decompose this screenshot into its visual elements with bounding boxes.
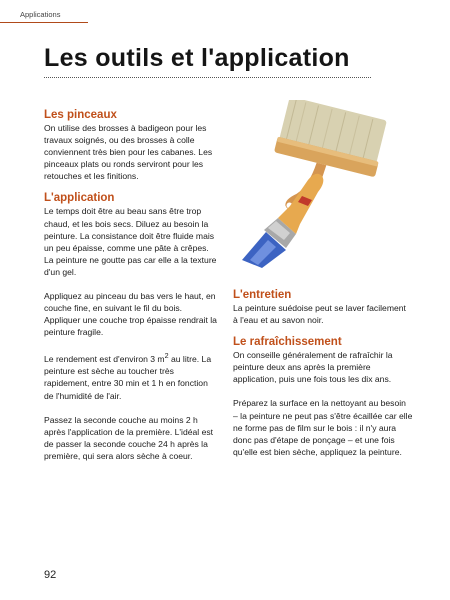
heading-application: L'application [44,192,115,205]
rendement-text: Le rendement est d'environ 3 m [44,354,165,365]
rendement-text-end: au litre. La peinture est sèche au toucher très rapidement, entre 30 min et 1 h en fonction de l'humidité de l'air. [44,354,212,401]
page-number: 92 [44,569,57,581]
paintbrush-icon [232,100,400,270]
paragraph-application-3 [44,350,218,401]
heading-pinceaux: Les pinceaux [44,109,117,121]
paragraph-application-1: Le temps doit être au beau sans être trop chaud, et les bois secs. Diluez au besoin la peinture. La consistance doit être fluide mais un peu épaisse, comme une pâte à crêpes. La peinture ne goutte pas car elle a la texture d'un gel. [44,206,217,277]
flat-brush [242,174,323,268]
paragraph-rafraichissement-2: Préparez la surface en la nettoyant au besoin – la peinture ne peut pas s'être écaillée car elle ne forme pas de film sur le bois : il n'y aura donc pas d'étape de ponçage – et une fois qu'elle est bien sèche, appliquez la peinture. [233,398,413,457]
paragraph-application-4: Passez la seconde couche au moins 2 h après l'application de la première. L'idéal est de passer la seconde couche 24 h après la première, qui sera alors sèche à coeur. [44,414,214,461]
section-tag-rule [0,22,88,23]
left-column [44,108,218,462]
right-column [233,288,413,458]
square-meter-exponent: 2 [164,352,169,361]
heading-entretien: L'entretien [233,289,292,301]
heading-rafraichissement: Le rafraîchissement [233,336,342,349]
wall-brush [261,100,389,228]
brush-figure [232,100,400,270]
paragraph-application-2: Appliquez au pinceau du bas vers le haut, en couche fine, en suivant le fil du bois. Appliquer une couche trop épaisse rendrait la peinture fragile. [44,291,217,338]
section-tag: Applications [20,10,61,19]
paragraph-rafraichissement-1: On conseille généralement de rafraîchir la peinture deux ans après la première application, puis une fois tous les dix ans. [233,350,393,385]
title-divider [44,77,371,78]
paragraph-pinceaux: On utilise des brosses à badigeon pour les travaux soignés, ou des brosses à colle conviennent très bien pour les cabanes. Les pinceaux plats ou ronds serviront pour les retouches et les finitions. [44,123,213,182]
page-title: Les outils et l'application [44,44,350,72]
paragraph-entretien: La peinture suédoise peut se laver facilement à l'eau et au savon noir. [233,303,406,326]
